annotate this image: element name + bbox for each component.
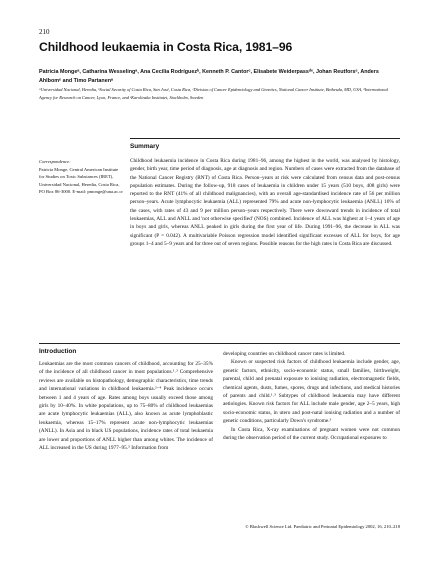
intro-column-left [39, 360, 213, 452]
intro-paragraph: In Costa Rica, X-ray examinations of pregnant women were not common during the observation period of the current study. Occupational exposures to [223, 426, 400, 442]
intro-paragraph: developing countries on childhood cancer rates is limited. [223, 351, 346, 357]
intro-top-rule [39, 343, 400, 344]
correspondence-text: Patricia Monge, Central American Institute for Studies on Toxic Substances (IRET), Universidad Nacional, Heredia, Costa Rica, PO Box 86-3000. E-mail: pmonge@una.ac.cr [39, 166, 123, 194]
intro-paragraph: Known or suspected risk factors of childhood leukaemia include gender, age, genetic factors, ethnicity, socio-economic status, small families, birthweight, parental, child and prenatal exposure to ionising radiation, electromagnetic fields, chemical agents, dusts, fumes, spores, drugs and infections, and medical histories of parents and child.¹˒³ Subtypes of childhood leukaemia may have different aetiologies. Known risk factors for ALL include male gender, age 2–5 years, high socio-economic status, in utero and post-natal ionising radiation and a number of genetic conditions, particularly Down's syndrome.³ [223, 359, 400, 425]
intro-paragraph: Leukaemias are the most common cancers of childhood, accounting for 25–35% of the incidence of all childhood cancer in most populations.¹˒² Comprehensive reviews are available on histopathology, demographic characteristics, time trends and international variations in childhood leukaemia.²⁻⁴ Peak incidence occurs between 1 and 4 years of age. Rates among boys usually exceed those among girls by 10–40%. In white populations, up to 75–80% of childhood leukaemias are acute lymphocytic leukaemias (ALL), also known as acute lymphoblastic leukaemia, whereas 15–17% represent acute non-lymphocytic leukaemias (ANLL). In Asia and in black US populations, incidence rates of total leukaemia are lower and proportions of ANLL higher than among whites. The incidence of ALL increased in the US during 1977–95.⁵ Information from [39, 361, 213, 452]
article-title: Childhood leukaemia in Costa Rica, 1981–96 [39, 40, 293, 54]
page-number: 210 [39, 28, 50, 36]
correspondence-label: Correspondence: [39, 159, 71, 164]
summary-heading: Summary [130, 143, 160, 150]
page-footer: © Blackwell Science Ltd. Paediatric and Perinatal Epidemiology 2002, 16, 210–218 [245, 524, 400, 529]
affiliations: ᵃUniversidad Nacional, Heredia, ᵇSocial Security of Costa Rica, San José, Costa Rica, ᶜDivision of Cancer Epidemiology and Genetics, National Cancer Institute, Bethesda, MD, USA, ᵈInternational Agency for Research on Cancer, Lyon, France, and ᵉKarolinska Institutet, Stockholm, Sweden [39, 87, 388, 100]
introduction-heading: Introduction [39, 348, 77, 355]
correspondence-block [39, 158, 123, 196]
intro-column-right [223, 350, 400, 442]
summary-text: Childhood leukaemia incidence in Costa Rica during 1981–96, among the highest in the world, was analysed by histology, gender, birth year, time period of diagnosis, age at diagnosis and region. Numbers of cases were extracted from the database of the National Cancer Registry (RNT) of Costa Rica. Person–years at risk were calculated from census data and post-census population estimates. During the follow-up, 918 cases of leukaemia in children under 15 years (510 boys, 408 girls) were reported to the RNT (41% of all childhood malignancies), with an overall age-standardised incidence rate of 56 per million person–years. Acute lymphocytic leukaemia (ALL) represented 79% and acute non-lymphocytic leukaemia (ANLL) 16% of the cases, with rates of 43 and 9 per million person–years respectively. There were downward trends in incidence of total leukaemias, ALL and ANLL and 'not otherwise specified' (NOS) combined. Incidence of ALL was highest at 1–4 years of age in boys and girls, whereas ANLL peaked in girls during the first year of life. During 1991–96, the decrease in ALL was significant (P = 0.042). A multivariable Poisson regression model identified significant excesses of ALL for boys, for age groups 1–4 and 5–9 years and for three out of seven regions. Possible reasons for the high rates in Costa Rica are discussed. [130, 158, 400, 247]
summary-top-rule [130, 138, 400, 139]
author-list: Patricia Mongeᵃ, Catharina Wesselingᵃ, Ana Cecilia Rodríguezᵇ, Kenneth P. Cantorᶜ, Elisabete Weiderpassᵈᵉ, Johan Reutforsᵉ, Anders Ahlbomᵉ and Timo Partanenᵃ [39, 69, 379, 84]
